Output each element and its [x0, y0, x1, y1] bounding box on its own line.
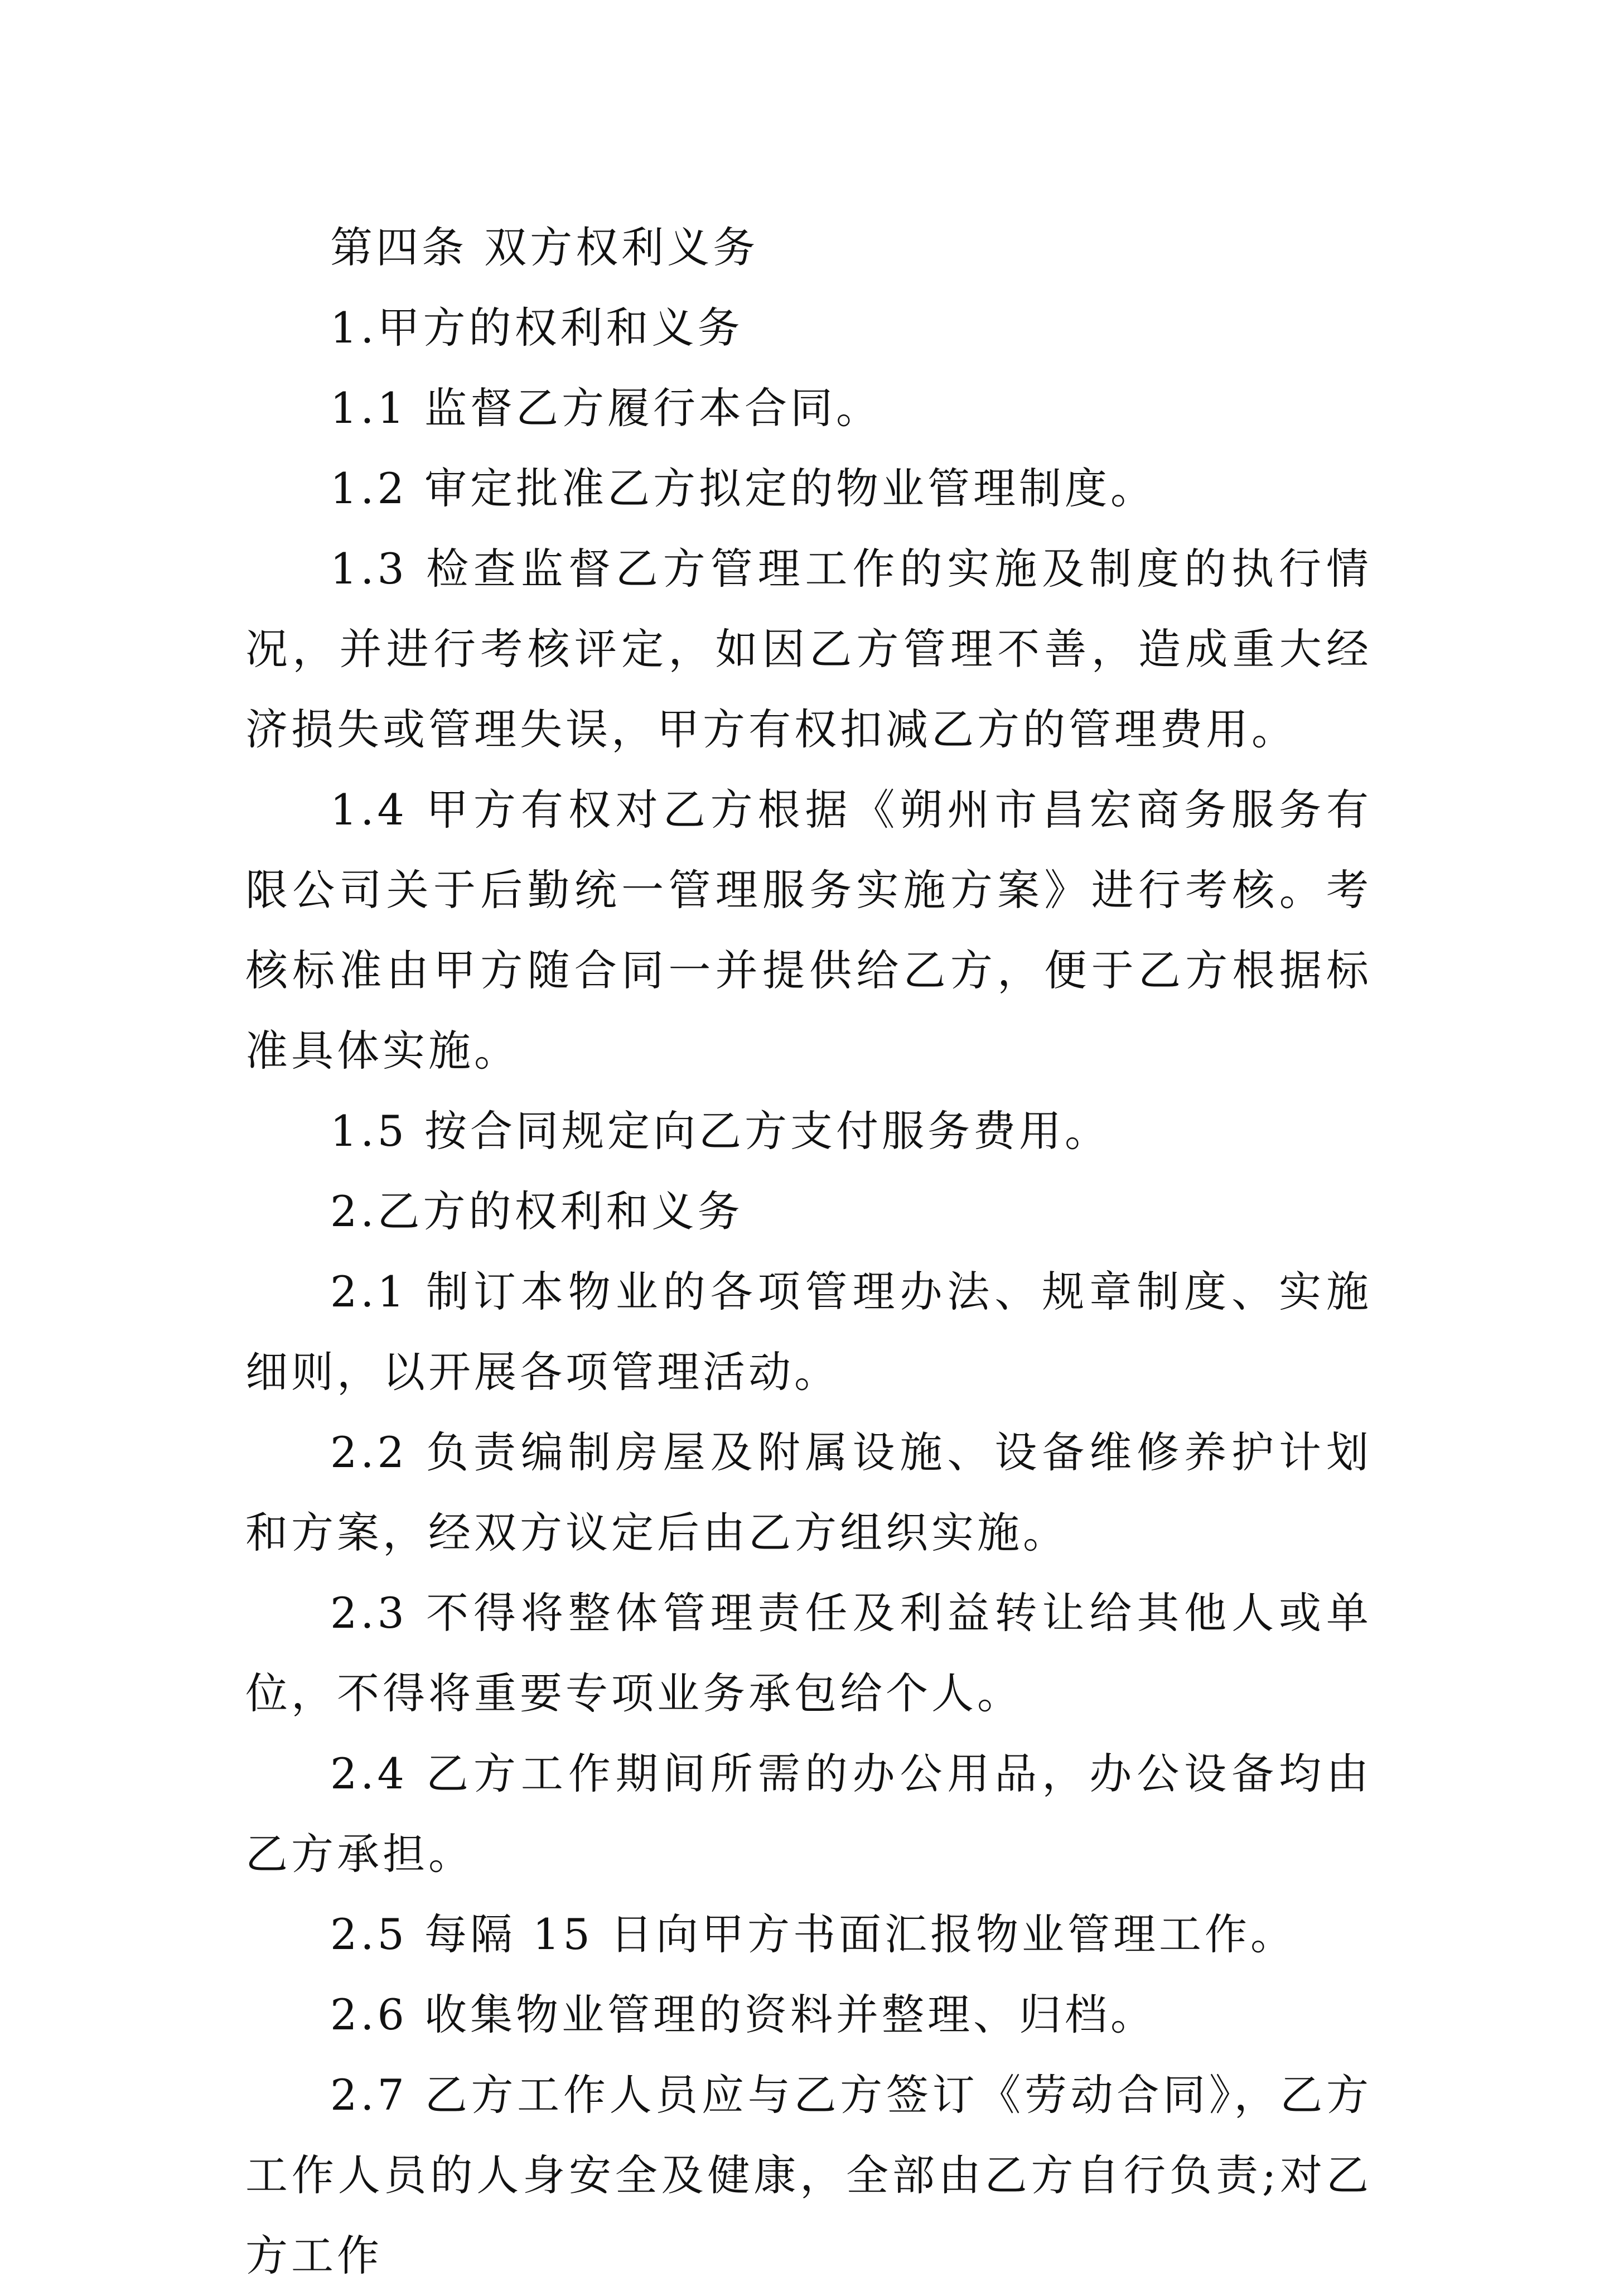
subsection-heading-party-b: 2.乙方的权利和义务: [330, 1186, 743, 1236]
clause-1-5: 1.5 按合同规定向乙方支付服务费用。: [330, 1106, 1111, 1156]
document-body: [245, 208, 1372, 2296]
clause-1-1: 1.1 监督乙方履行本合同。: [330, 383, 882, 433]
clause-2-1: 2.1 制订本物业的各项管理办法、规章制度、实施细则，以开展各项管理活动。: [245, 1267, 1372, 1397]
clause-2-4: 2.4 乙方工作期间所需的办公用品，办公设备均由乙方承担。: [245, 1749, 1372, 1879]
clause-1-4: 1.4 甲方有权对乙方根据《朔州市昌宏商务服务有限公司关于后勤统一管理服务实施方案》进行考核。考核标准由甲方随合同一并提供给乙方，便于乙方根据标准具体实施。: [245, 785, 1372, 1075]
clause-2-2: 2.2 负责编制房屋及附属设施、设备维修养护计划和方案，经双方议定后由乙方组织实施。: [245, 1427, 1372, 1557]
subsection-heading-party-a: 1.甲方的权利和义务: [330, 303, 743, 353]
clause-2-5: 2.5 每隔 15 日向甲方书面汇报物业管理工作。: [330, 1909, 1297, 1959]
clause-2-6: 2.6 收集物业管理的资料并整理、归档。: [330, 1990, 1157, 2039]
clause-1-3: 1.3 检查监督乙方管理工作的实施及制度的执行情况，并进行考核评定，如因乙方管理不善，造成重大经济损失或管理失误，甲方有权扣减乙方的管理费用。: [245, 544, 1372, 754]
clause-1-2: 1.2 审定批准乙方拟定的物业管理制度。: [330, 464, 1157, 513]
clause-2-3: 2.3 不得将整体管理责任及利益转让给其他人或单位，不得将重要专项业务承包给个人。: [245, 1588, 1372, 1718]
clause-2-7: 2.7 乙方工作人员应与乙方签订《劳动合同》，乙方工作人员的人身安全及健康，全部由乙方自行负责;对乙方工作: [245, 2070, 1372, 2280]
section-heading: 第四条 双方权利义务: [330, 223, 759, 272]
